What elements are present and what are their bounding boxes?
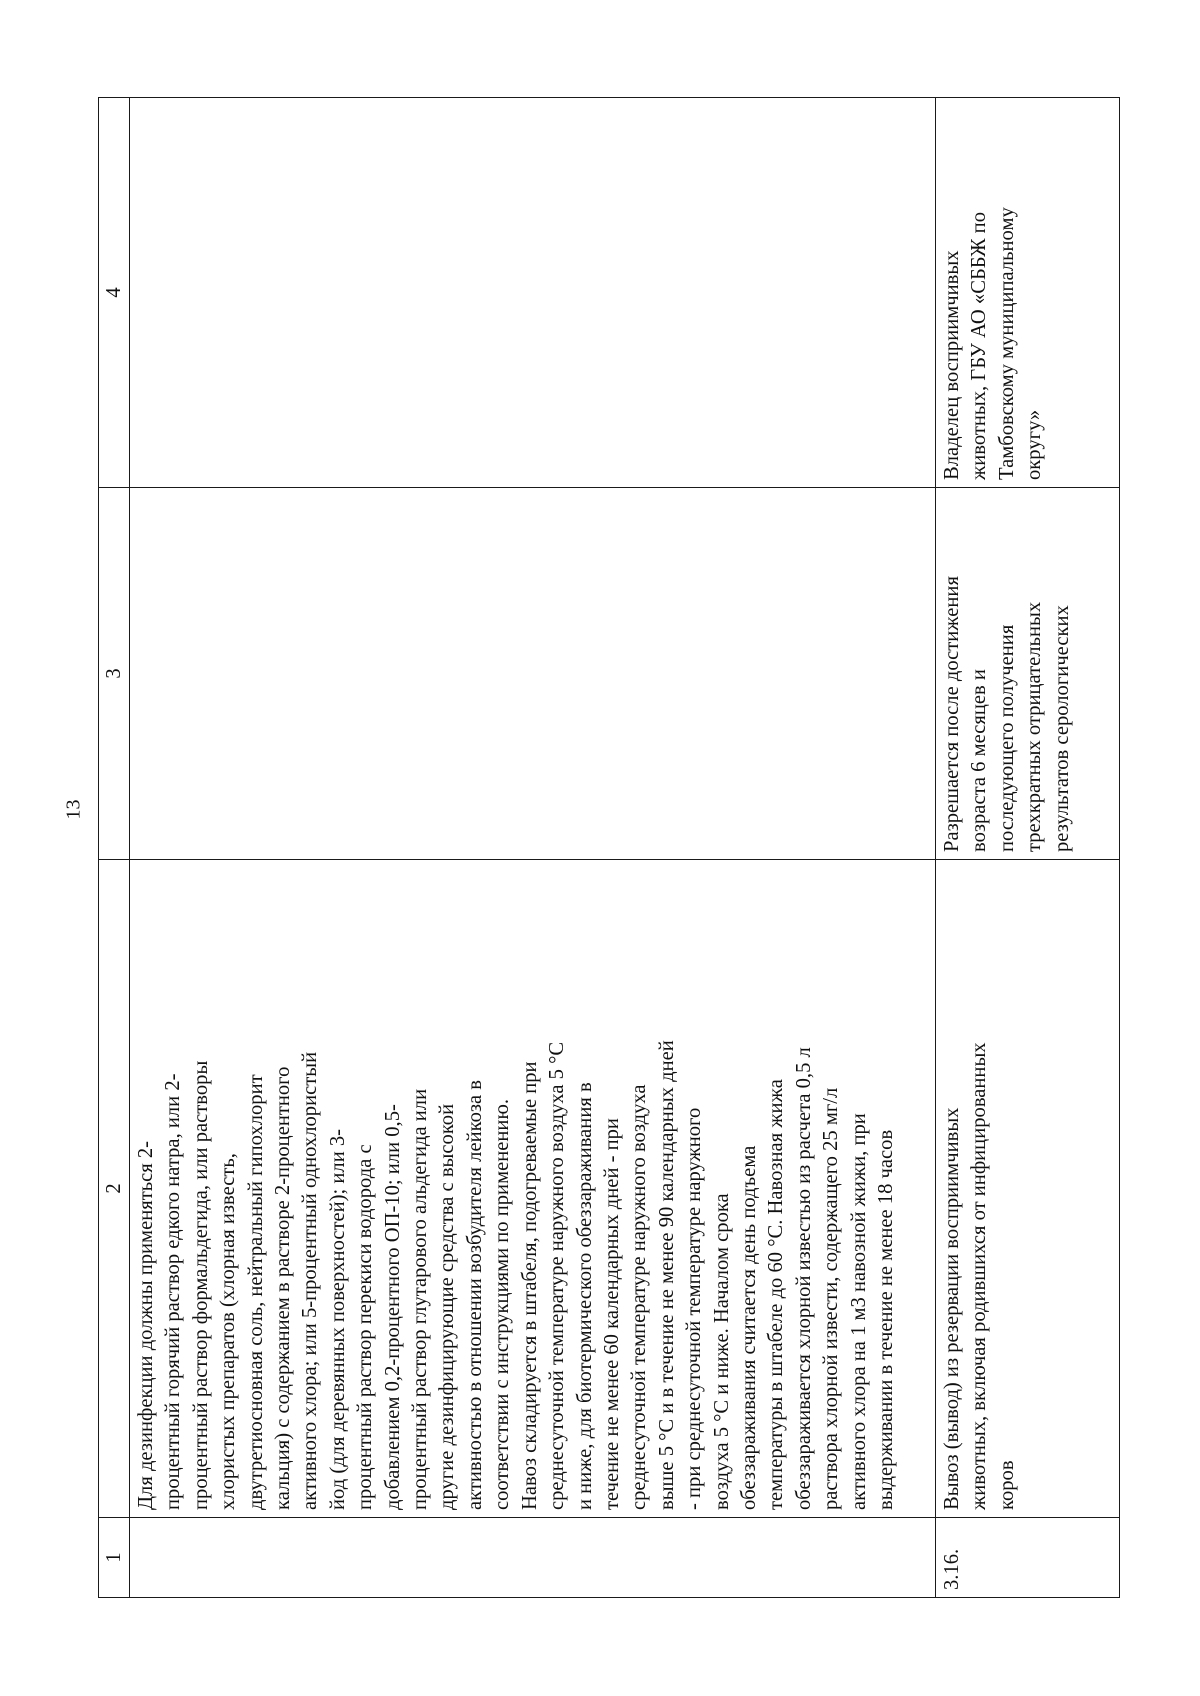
table-row — [936, 98, 1120, 1598]
rotated-table-wrapper — [98, 98, 1114, 1598]
column-header-3: 3 — [99, 488, 130, 860]
measure-text: Вывоз (вывод) из резервации восприимчивых животных, включая родившихся от инфицированных коров — [936, 860, 1120, 1518]
condition-text: Разрешается после достижения возраста 6 месяцев и последующего получения трехкратных отрицательных результатов серологических — [941, 576, 1073, 852]
table-row — [130, 98, 936, 1598]
responsible-text: Владелец восприимчивых животных, ГБУ АО «СББЖ по Тамбовскому муниципальному округу» — [936, 98, 1120, 488]
page-number: 13 — [62, 799, 85, 820]
measure-text: Для дезинфекции должны применяться 2- процентный горячий раствор едкого натра, или 2- процентный раствор формальдегида, или растворы хлористых препаратов (хлорная известь, двутретиосновная соль, нейтральный гипохлорит кальция) с содержанием в растворе 2-процентного активного хлора; или 5-процентный однохлористый йод (для деревянных поверхностей); или 3- процентный раствор перекиси водорода с добавлением 0,2-процентного ОП-10; или 0,5- процентный раствор глутарового альдегида или другие дезинфицирующие средства с высокой активностью в отношении возбудителя лейкоза в соответствии с инструкциями по применению. Навоз складируется в штабеля, подогреваемые при среднесуточной температуре наружного воздуха 5 °С и ниже, для биотермического обеззараживания в течение не менее 60 календарных дней - при среднесуточной температуре наружного воздуха выше 5 °С и в течение не менее 90 календарных дней - при среднесуточной температуре наружного воздуха 5 °С и ниже. Началом срока обеззараживания считается день подъема температуры в штабеле до 60 °С. Навозная жижа обеззараживается хлорной известью из расчета 0,5 л раствора хлорной извести, содержащего 25 мг/л активного хлора на 1 м3 навозной жижи, при выдерживании в течение не менее 18 часов — [130, 860, 936, 1518]
condition-cell — [936, 488, 1120, 860]
item-number — [130, 1518, 936, 1598]
measures-table — [98, 97, 1120, 1598]
item-number: 3.16. — [936, 1518, 1120, 1598]
responsible-text — [130, 98, 936, 488]
table-header-row — [99, 98, 130, 1598]
column-header-4: 4 — [99, 98, 130, 488]
condition-text — [130, 488, 936, 860]
column-header-1: 1 — [99, 1518, 130, 1598]
column-header-2: 2 — [99, 860, 130, 1518]
